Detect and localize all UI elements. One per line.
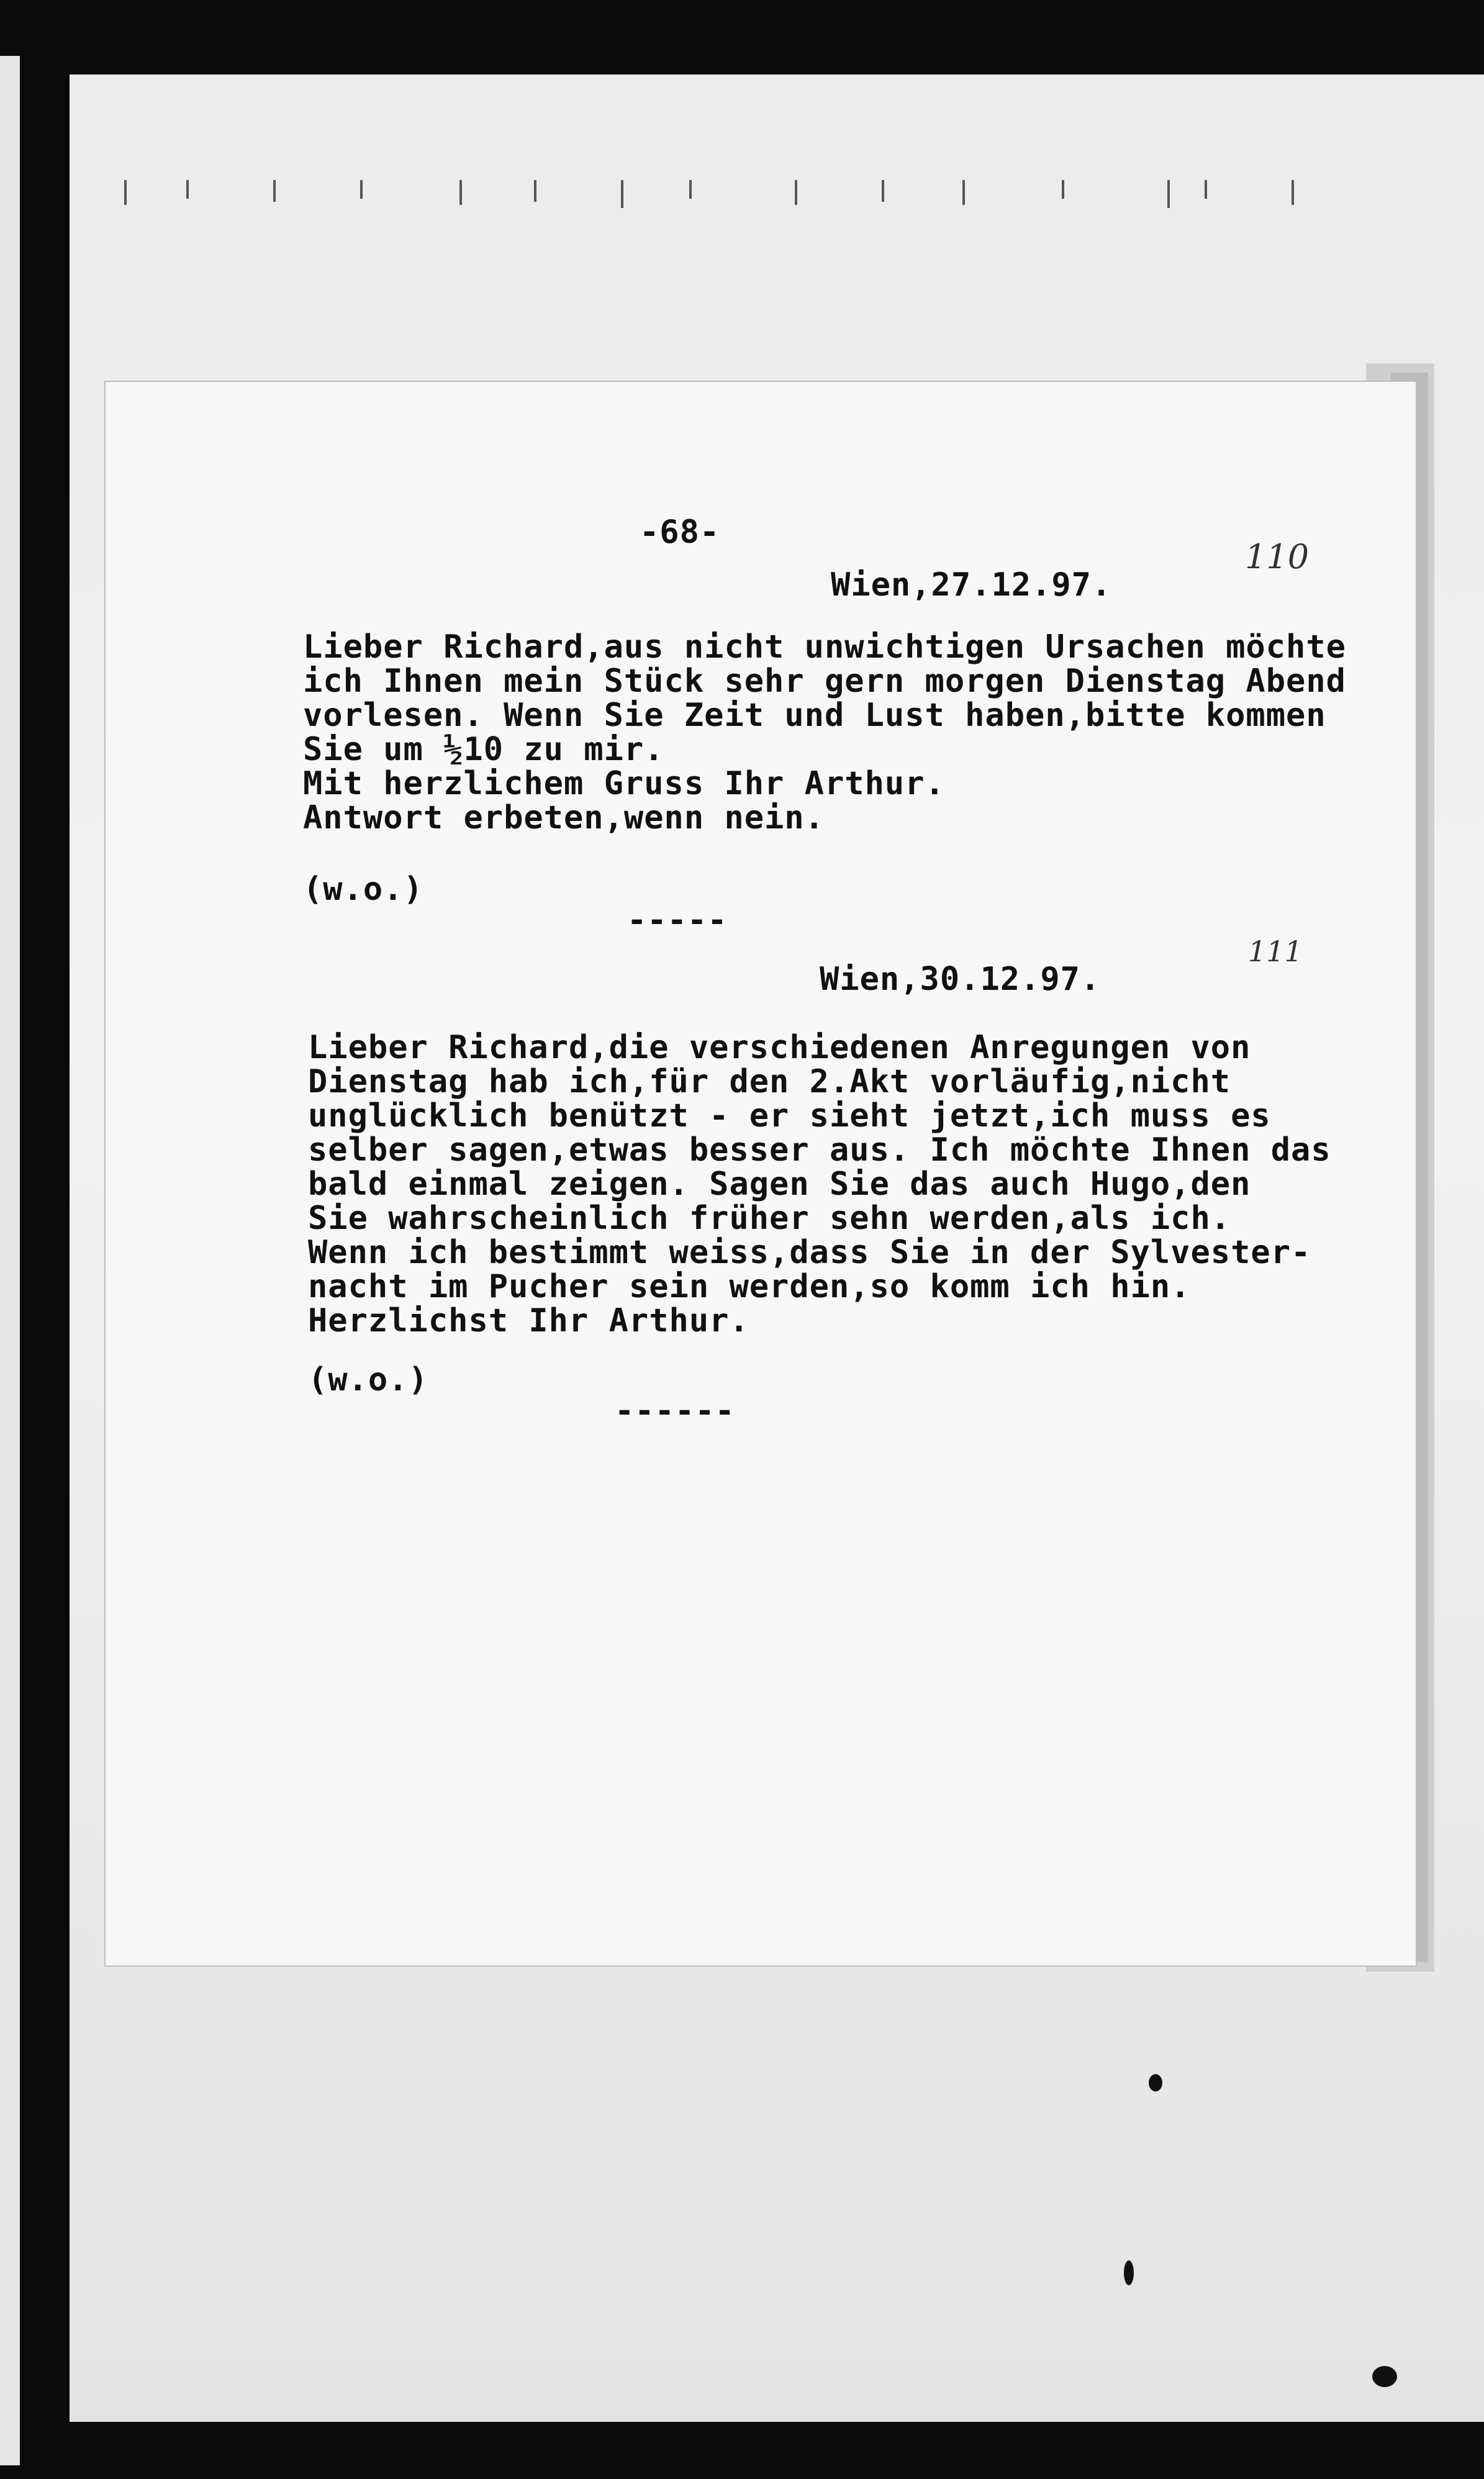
letter-1-line-5: Mit herzlichem Gruss Ihr Arthur. bbox=[303, 765, 945, 802]
letter-1-line-1: Lieber Richard,aus nicht unwichtigen Ursachen möchte bbox=[303, 628, 1346, 666]
previous-page-edge bbox=[0, 56, 20, 2465]
letter-1-line-6: Antwort erbeten,wenn nein. bbox=[303, 799, 825, 836]
letter-2-line-7: Wenn ich bestimmt weiss,dass Sie in der Sylvester- bbox=[308, 1234, 1311, 1271]
letter-1-date: Wien,27.12.97. bbox=[831, 566, 1112, 604]
letter-2-line-6: Sie wahrscheinlich früher sehn werden,als ich. bbox=[308, 1200, 1231, 1237]
typed-letter-sheet bbox=[106, 382, 1416, 1965]
page-number: -68- bbox=[640, 514, 720, 551]
letter-2-line-8: nacht im Pucher sein werden,so komm ich hin. bbox=[308, 1268, 1191, 1305]
backing-sheet-top bbox=[70, 75, 1484, 397]
letter-2-line-4: selber sagen,etwas besser aus. Ich möchte Ihnen das bbox=[308, 1131, 1331, 1169]
letter-2-line-2: Dienstag hab ich,für den 2.Akt vorläufig,nicht bbox=[308, 1063, 1231, 1100]
letter-1-line-3: vorlesen. Wenn Sie Zeit und Lust haben,bitte kommen bbox=[303, 697, 1326, 734]
letter-2-line-5: bald einmal zeigen. Sagen Sie das auch Hugo,den bbox=[308, 1166, 1251, 1203]
letter-1-line-4: Sie um ½10 zu mir. bbox=[303, 731, 664, 768]
letter-2-line-9: Herzlichst Ihr Arthur. bbox=[308, 1302, 749, 1339]
archive-number: 110 bbox=[1245, 537, 1310, 576]
ink-spot bbox=[1372, 2366, 1397, 2387]
ink-spot bbox=[1124, 2260, 1134, 2285]
letter-1-note: (w.o.) bbox=[303, 871, 423, 908]
letter-2-line-3: unglücklich benützt - er sieht jetzt,ich muss es bbox=[308, 1097, 1271, 1135]
letter-2-date: Wien,30.12.97. bbox=[820, 961, 1101, 998]
ink-spot bbox=[1149, 2074, 1162, 2092]
perforation-marks bbox=[112, 180, 1354, 230]
letter-2-separator: ------ bbox=[615, 1392, 735, 1430]
letter-2-archive-number: 111 bbox=[1248, 935, 1303, 968]
letter-2-note: (w.o.) bbox=[308, 1361, 428, 1398]
letter-1-separator: ----- bbox=[627, 902, 728, 939]
letter-2-line-1: Lieber Richard,die verschiedenen Anregungen von bbox=[308, 1029, 1251, 1066]
letter-1-line-2: ich Ihnen mein Stück sehr gern morgen Dienstag Abend bbox=[303, 663, 1346, 700]
